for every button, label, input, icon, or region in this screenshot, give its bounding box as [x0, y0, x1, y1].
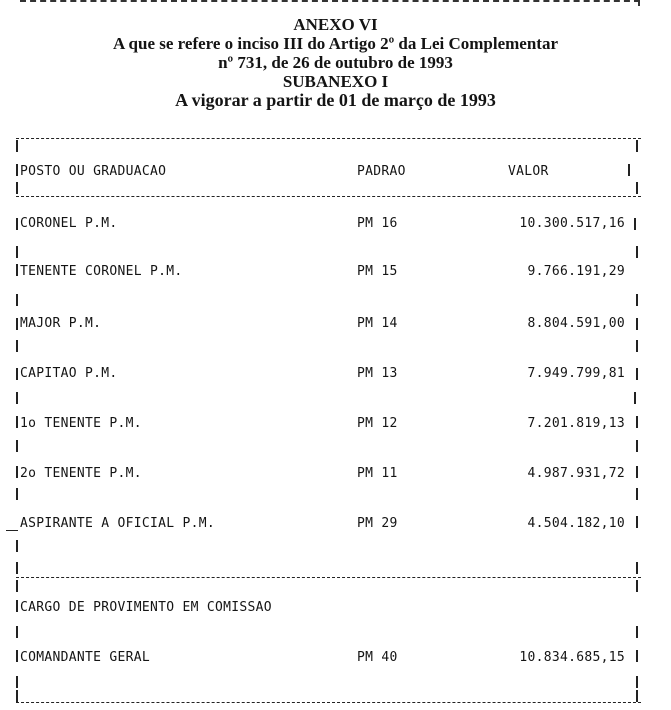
right-border [634, 218, 636, 230]
row-valor: 9.766.191,29 [527, 264, 625, 279]
left-border [16, 164, 18, 176]
row-padrao: PM 14 [357, 316, 398, 331]
column-header-valor: VALOR [508, 164, 549, 179]
left-border [16, 392, 18, 404]
left-border [16, 294, 18, 306]
table-bottom-rule [16, 702, 641, 703]
row-posto: 1o TENENTE P.M. [20, 416, 142, 431]
right-border [636, 626, 638, 638]
row-valor: 7.949.799,81 [527, 366, 625, 381]
row-valor: 10.834.685,15 [519, 650, 625, 665]
right-border [636, 690, 638, 702]
row-padrao: PM 16 [357, 216, 398, 231]
left-border [16, 540, 18, 552]
row-posto: CORONEL P.M. [20, 216, 118, 231]
left-border [16, 218, 18, 230]
right-border [628, 164, 630, 176]
left-border [16, 600, 18, 612]
left-border [16, 488, 18, 500]
row-valor: 4.504.182,10 [527, 516, 625, 531]
row-posto: TENENTE CORONEL P.M. [20, 264, 183, 279]
subannex-title: SUBANEXO I [282, 72, 389, 91]
row-posto: COMANDANTE GERAL [20, 650, 151, 665]
left-border [16, 650, 18, 662]
section-title: CARGO DE PROVIMENTO EM COMISSAO [20, 600, 272, 615]
margin-tick [6, 530, 18, 531]
row-valor: 8.804.591,00 [527, 316, 625, 331]
right-border [636, 466, 638, 478]
right-border [636, 182, 638, 194]
column-header-posto: POSTO OU GRADUACAO [20, 164, 167, 179]
right-border [636, 516, 638, 528]
right-border [636, 650, 638, 662]
left-border [16, 626, 18, 638]
right-border [636, 246, 638, 258]
right-border [636, 294, 638, 306]
right-border [636, 340, 638, 352]
law-reference: nº 731, de 26 de outubro de 1993 [218, 53, 453, 72]
annex-reference: A que se refere o inciso III do Artigo 2º da Lei Complementar [112, 34, 559, 53]
left-border [16, 466, 18, 478]
row-padrao: PM 12 [357, 416, 398, 431]
row-padrao: PM 11 [357, 466, 398, 481]
left-border [16, 246, 18, 258]
row-padrao: PM 13 [357, 366, 398, 381]
row-padrao: PM 15 [357, 264, 398, 279]
left-border [16, 440, 18, 452]
left-border [16, 562, 18, 574]
right-border [636, 368, 638, 380]
row-padrao: PM 40 [357, 650, 398, 665]
row-posto: CAPITAO P.M. [20, 366, 118, 381]
right-border [634, 392, 636, 404]
right-border [636, 440, 638, 452]
right-border [636, 416, 638, 428]
left-border [16, 318, 18, 330]
section-rule [16, 577, 641, 578]
column-header-padrao: PADRAO [357, 164, 406, 179]
left-border [16, 368, 18, 380]
right-border [636, 488, 638, 500]
right-border [636, 140, 638, 152]
left-border [16, 182, 18, 194]
left-border [16, 676, 18, 688]
left-border [16, 140, 18, 152]
row-valor: 7.201.819,13 [527, 416, 625, 431]
table-top-rule [16, 138, 641, 139]
left-border [16, 690, 18, 702]
left-border [16, 264, 18, 276]
header-rule [16, 196, 641, 197]
row-posto: 2o TENENTE P.M. [20, 466, 142, 481]
row-posto: MAJOR P.M. [20, 316, 102, 331]
right-border [636, 580, 638, 592]
row-valor: 4.987.931,72 [527, 466, 625, 481]
left-border [16, 580, 18, 592]
left-border [16, 416, 18, 428]
row-valor: 10.300.517,16 [519, 216, 625, 231]
annex-title: ANEXO VI [293, 15, 378, 34]
right-border [636, 318, 638, 330]
effective-date: A vigorar a partir de 01 de março de 1993 [175, 90, 496, 110]
left-border [16, 340, 18, 352]
row-posto: ASPIRANTE A OFICIAL P.M. [20, 516, 216, 531]
row-padrao: PM 29 [357, 516, 398, 531]
right-border [636, 676, 638, 688]
right-border [636, 562, 638, 574]
